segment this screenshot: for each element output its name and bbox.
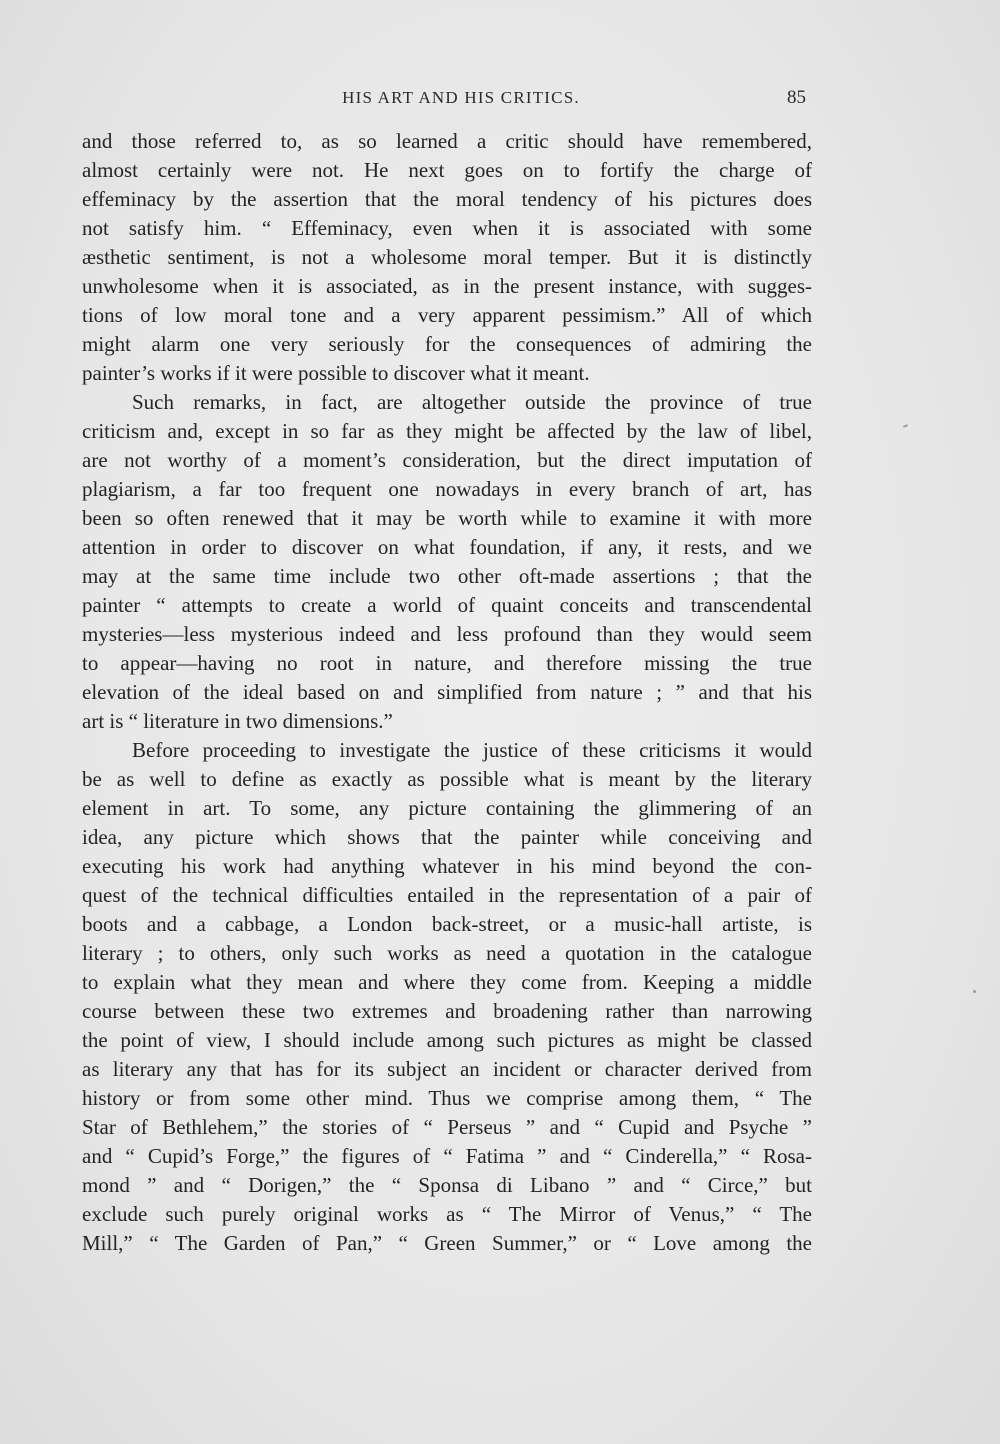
text-line: mond ” and “ Dorigen,” the “ Sponsa di Libano ” and “ Circe,” but [82, 1173, 812, 1197]
text-line: to explain what they mean and where they come from. Keeping a middle [82, 970, 812, 994]
text-line: executing his work had anything whatever in his mind beyond the con- [82, 854, 812, 878]
text-line: history or from some other mind. Thus we comprise among them, “ The [82, 1086, 812, 1110]
text-line: attention in order to discover on what foundation, if any, it rests, and we [82, 535, 812, 559]
text-line: are not worthy of a moment’s consideration, but the direct imputation of [82, 448, 812, 472]
running-head [82, 88, 812, 112]
page-number: 85 [787, 87, 806, 108]
text-line: almost certainly were not. He next goes on to fortify the charge of [82, 158, 812, 182]
text-line: literary ; to others, only such works as need a quotation in the catalogue [82, 941, 812, 965]
text-line: exclude such purely original works as “ The Mirror of Venus,” “ The [82, 1202, 812, 1226]
text-line: plagiarism, a far too frequent one nowadays in every branch of art, has [82, 477, 812, 501]
text-line: painter’s works if it were possible to discover what it meant. [82, 361, 590, 385]
text-line: idea, any picture which shows that the painter while conceiving and [82, 825, 812, 849]
text-line: be as well to define as exactly as possible what is meant by the literary [82, 767, 812, 791]
text-line: art is “ literature in two dimensions.” [82, 709, 393, 733]
paper-speck [903, 424, 908, 428]
text-line: Mill,” “ The Garden of Pan,” “ Green Summer,” or “ Love among the [82, 1231, 812, 1255]
text-line: criticism and, except in so far as they might be affected by the law of libel, [82, 419, 812, 443]
paragraph [82, 736, 812, 1258]
text-line: boots and a cabbage, a London back-street, or a music-hall artiste, is [82, 912, 812, 936]
text-line: to appear—having no root in nature, and therefore missing the true [82, 651, 812, 675]
text-line: effeminacy by the assertion that the moral tendency of his pictures does [82, 187, 812, 211]
text-line: may at the same time include two other oft-made assertions ; that the [82, 564, 812, 588]
text-line: Star of Bethlehem,” the stories of “ Perseus ” and “ Cupid and Psyche ” [82, 1115, 812, 1139]
text-line: been so often renewed that it may be worth while to examine it with more [82, 506, 812, 530]
text-line: elevation of the ideal based on and simplified from nature ; ” and that his [82, 680, 812, 704]
text-line: tions of low moral tone and a very apparent pessimism.” All of which [82, 303, 812, 327]
paper-speck [973, 990, 976, 993]
text-line: as literary any that has for its subject an incident or character derived from [82, 1057, 812, 1081]
text-line: unwholesome when it is associated, as in the present instance, with sugges- [82, 274, 812, 298]
paragraph [82, 388, 812, 736]
text-line: element in art. To some, any picture containing the glimmering of an [82, 796, 812, 820]
text-line: might alarm one very seriously for the consequences of admiring the [82, 332, 812, 356]
paragraph [82, 127, 812, 388]
text-line: quest of the technical difficulties entailed in the representation of a pair of [82, 883, 812, 907]
text-line: the point of view, I should include among such pictures as might be classed [82, 1028, 812, 1052]
text-line: Such remarks, in fact, are altogether outside the province of true [132, 390, 812, 414]
body-text [82, 127, 812, 1258]
text-line: Before proceeding to investigate the justice of these criticisms it would [132, 738, 812, 762]
text-line: and those referred to, as so learned a critic should have remembered, [82, 129, 812, 153]
text-line: and “ Cupid’s Forge,” the figures of “ Fatima ” and “ Cinderella,” “ Rosa- [82, 1144, 812, 1168]
text-line: not satisfy him. “ Effeminacy, even when it is associated with some [82, 216, 812, 240]
text-line: course between these two extremes and broadening rather than narrowing [82, 999, 812, 1023]
text-line: mysteries—less mysterious indeed and less profound than they would seem [82, 622, 812, 646]
running-title: HIS ART AND HIS CRITICS. [342, 88, 580, 107]
text-line: painter “ attempts to create a world of quaint conceits and transcendental [82, 593, 812, 617]
text-line: æsthetic sentiment, is not a wholesome moral temper. But it is distinctly [82, 245, 812, 269]
